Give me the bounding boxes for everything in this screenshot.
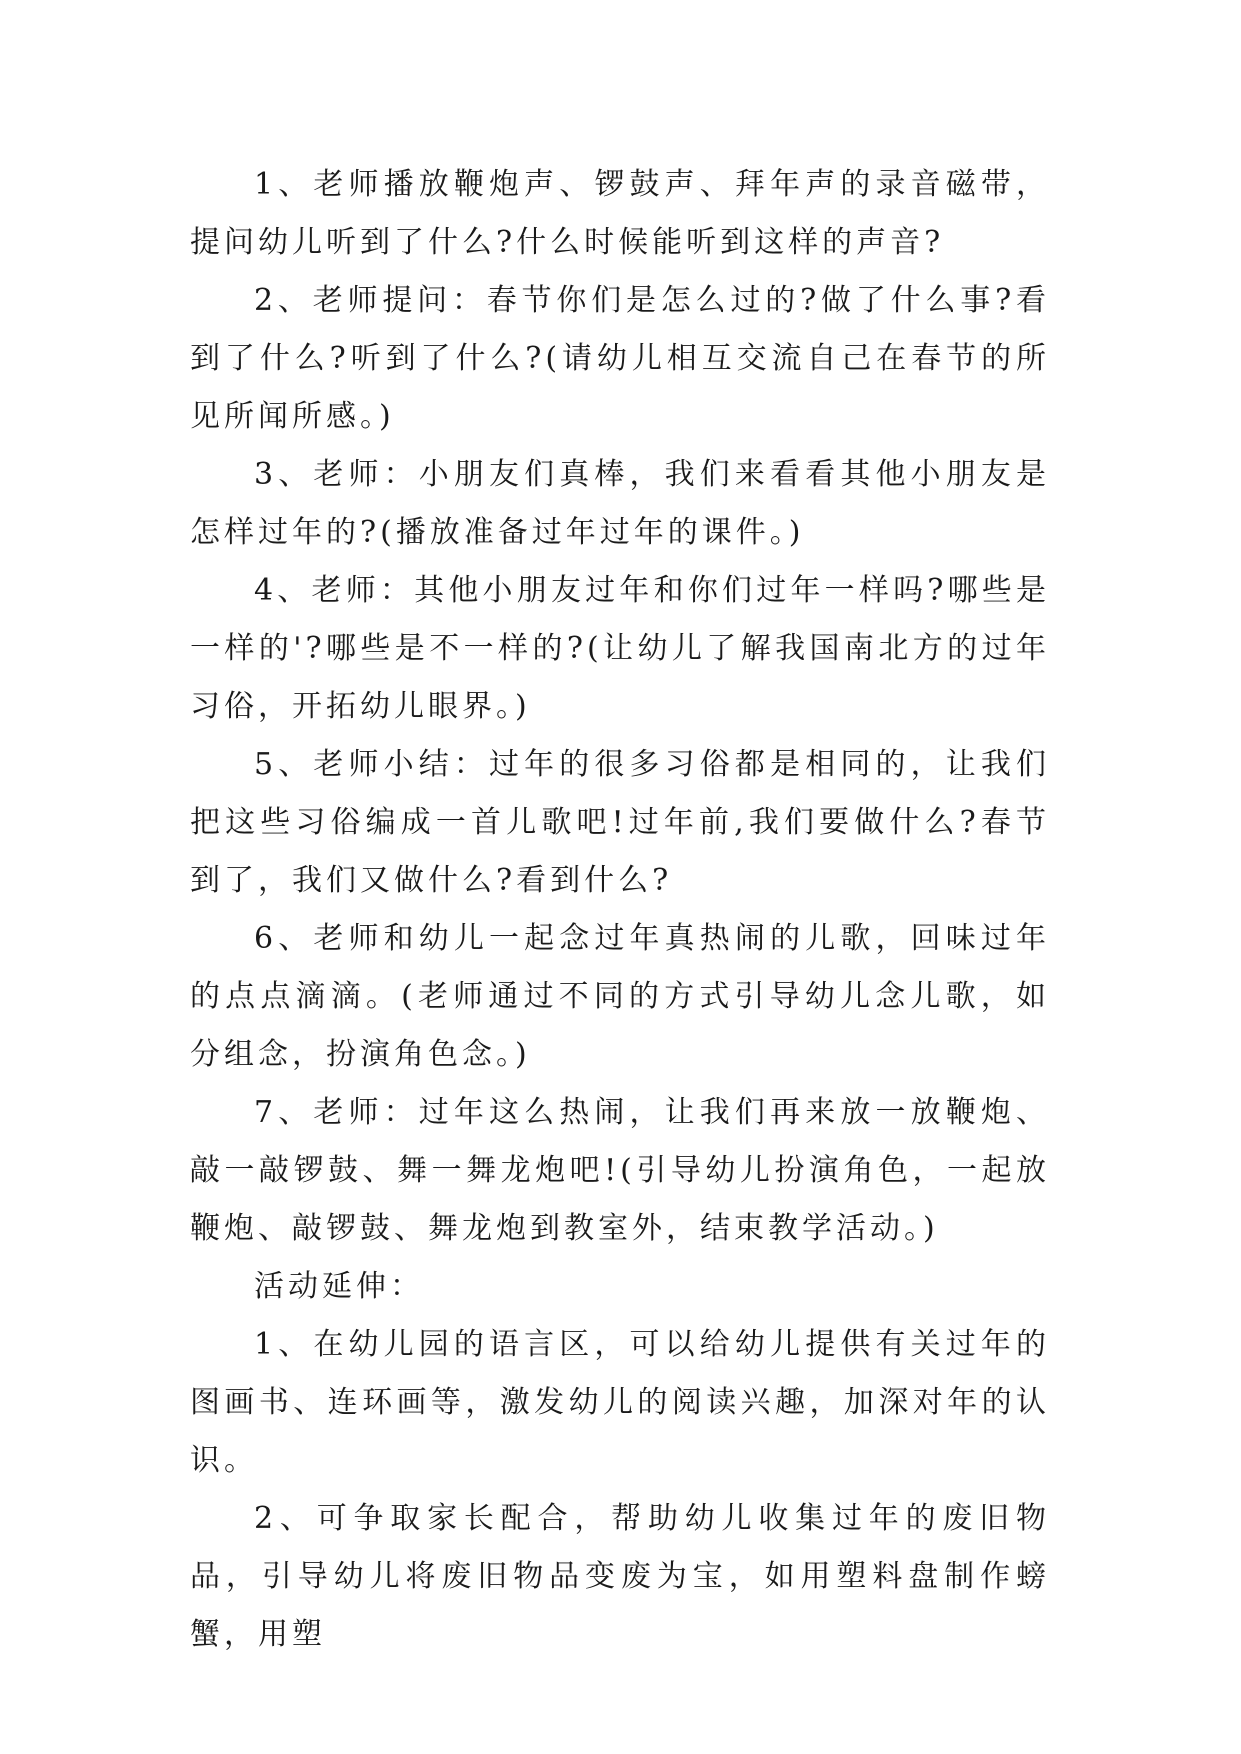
paragraph-step-2: 2、老师提问：春节你们是怎么过的?做了什么事?看到了什么?听到了什么?(请幼儿相互交流自己在春节的所见所闻所感。) [190, 283, 1050, 434]
paragraph-extension-2: 2、可争取家长配合，帮助幼儿收集过年的废旧物品，引导幼儿将废旧物品变废为宝，如用塑料盘制作螃蟹，用塑 [190, 1501, 1050, 1652]
paragraph-step-7: 7、老师：过年这么热闹，让我们再来放一放鞭炮、敲一敲锣鼓、舞一舞龙炮吧!(引导幼儿扮演角色，一起放鞭炮、敲锣鼓、舞龙炮到教室外，结束教学活动。) [190, 1095, 1050, 1246]
document-body [190, 156, 1050, 1664]
paragraph-step-5: 5、老师小结：过年的很多习俗都是相同的，让我们把这些习俗编成一首儿歌吧!过年前,我们要做什么?春节到了，我们又做什么?看到什么? [190, 747, 1050, 898]
section-heading-extension: 活动延伸： [254, 1269, 424, 1304]
paragraph-step-1: 1、老师播放鞭炮声、锣鼓声、拜年声的录音磁带，提问幼儿听到了什么?什么时候能听到这样的声音? [190, 167, 1050, 260]
paragraph-step-3: 3、老师：小朋友们真棒，我们来看看其他小朋友是怎样过年的?(播放准备过年过年的课件。) [190, 457, 1050, 550]
paragraph-extension-1: 1、在幼儿园的语言区，可以给幼儿提供有关过年的图画书、连环画等，激发幼儿的阅读兴趣，加深对年的认识。 [190, 1327, 1050, 1478]
paragraph-step-4: 4、老师：其他小朋友过年和你们过年一样吗?哪些是一样的'?哪些是不一样的?(让幼儿了解我国南北方的过年习俗，开拓幼儿眼界。) [190, 573, 1050, 724]
paragraph-step-6: 6、老师和幼儿一起念过年真热闹的儿歌，回味过年的点点滴滴。(老师通过不同的方式引导幼儿念儿歌，如分组念，扮演角色念。) [190, 921, 1050, 1072]
